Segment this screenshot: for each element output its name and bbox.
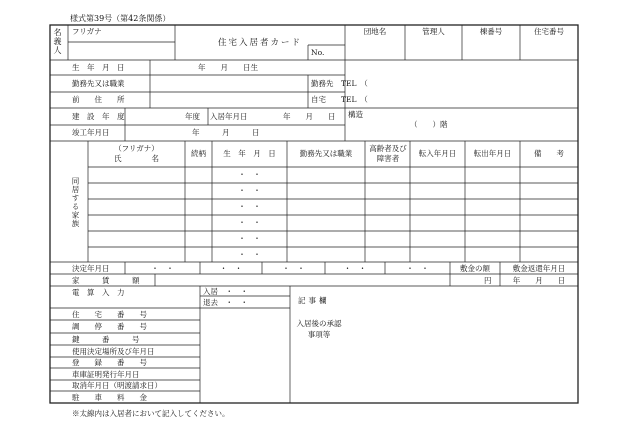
rent-label: 家 賃 額	[72, 276, 140, 285]
decision-dots: ・ ・	[219, 264, 243, 273]
left-row-mediation-number: 調 停 番 号	[72, 322, 147, 331]
code-building: 棟番号	[479, 27, 503, 36]
header-remarks: 備 考	[534, 149, 564, 158]
calc-move-out: 退去 ・ ・	[203, 298, 248, 307]
header-elderly: 高齢者及び障害者	[369, 144, 407, 163]
header-move-in: 転入年月日	[418, 149, 457, 158]
decision-dots: ・ ・	[151, 264, 174, 273]
footnote: ※太線内は入居者において記入してください。	[72, 409, 230, 418]
calc-move-in: 入居 ・ ・	[203, 287, 248, 296]
work-label: 勤務先又は職業	[72, 79, 125, 88]
year-suffix: 年度	[185, 112, 200, 121]
header-work: 勤務先又は職業	[299, 149, 353, 158]
header-move-out: 転出年月日	[473, 149, 512, 158]
decision-label: 決定年月日	[72, 264, 110, 273]
return-date: 年 月 日	[512, 276, 566, 285]
calc-label: 電 算 入 力	[72, 288, 125, 297]
birth-value: 年 月 日生	[198, 63, 258, 72]
floor-value: （ ）階	[410, 120, 448, 129]
post-move-label: 入居後の承認事項等	[296, 319, 342, 339]
code-house: 住宅番号	[534, 27, 564, 36]
family-row-birth-dots: ・ ・	[238, 218, 261, 227]
family-row-birth-dots: ・ ・	[238, 170, 261, 179]
structure-label: 構造	[348, 110, 363, 119]
family-side-label: 同居する家族	[71, 177, 80, 228]
header-relation: 続柄	[191, 149, 206, 158]
complete-label: 竣工年月日	[72, 128, 110, 137]
family-row-birth-dots: ・ ・	[238, 234, 261, 243]
home-tel: 自宅 TEL （	[311, 95, 368, 104]
move-in-label: 入居年月日	[210, 112, 248, 121]
card-title: 住宅入居者カード	[218, 38, 303, 48]
deposit-label: 敷金の額	[460, 264, 490, 273]
header-furigana: （フリガナ）	[114, 144, 159, 153]
header-name: 氏 名	[114, 154, 159, 163]
decision-dots: ・ ・	[406, 264, 429, 273]
code-manager: 管理人	[422, 27, 445, 36]
no-label: No.	[311, 48, 325, 57]
prev-addr-label: 前 住 所	[72, 95, 125, 104]
header-birth: 生 年 月 日	[223, 149, 276, 158]
family-row-birth-dots: ・ ・	[238, 202, 261, 211]
code-danchi: 団地名	[363, 27, 387, 36]
decision-dots: ・ ・	[343, 264, 367, 273]
work-tel: 勤務先 TEL （	[311, 79, 368, 88]
furigana-label: フリガナ	[72, 27, 102, 36]
left-row-registration: 登 録 番 号	[72, 358, 147, 367]
form-number: 様式第39号（第42条関係）	[70, 14, 171, 23]
record-label: 記事欄	[298, 296, 330, 305]
left-row-house-number: 住 宅 番 号	[72, 310, 147, 319]
left-row-garage-cert: 車庫証明発行年月日	[72, 370, 140, 379]
family-row-birth-dots: ・ ・	[238, 186, 261, 195]
yen-label: 円	[484, 276, 492, 285]
left-row-parking-fee: 駐 車 料 金	[72, 393, 147, 402]
applicant-label: 名義人	[53, 28, 62, 55]
decision-dots: ・ ・	[282, 264, 305, 273]
move-in-value: 年 月 日	[283, 112, 336, 121]
left-row-cancel-date: 取消年月日（明渡請求日）	[72, 381, 162, 390]
complete-value: 年 月 日	[192, 128, 260, 137]
deposit-return-label: 敷金返還年月日	[512, 264, 566, 273]
build-year-label: 建 設 年 度	[72, 112, 125, 121]
left-row-key-number: 鍵 番 号	[72, 335, 140, 344]
family-row-birth-dots: ・ ・	[238, 250, 261, 259]
left-row-use-decision: 使用決定場所及び年月日	[72, 347, 155, 356]
birth-label: 生 年 月 日	[72, 63, 125, 72]
